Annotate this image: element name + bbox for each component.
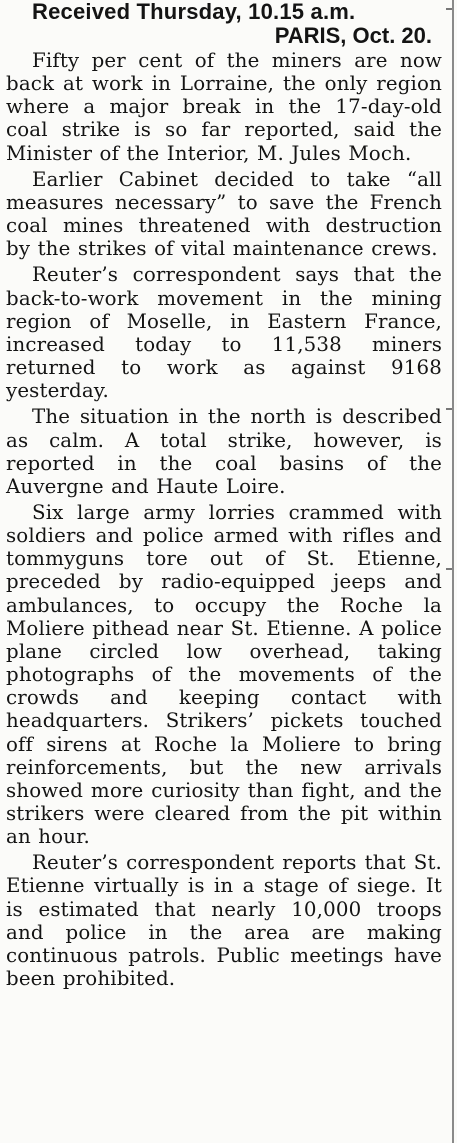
article-paragraph: The situation in the north is described as calm. A total strike, however, is reported in the coal basins of the Auvergne and Haute Loire. xyxy=(6,405,442,498)
article-paragraph: Reuter’s correspondent reports that St. Etienne virtually is in a stage of siege. It is estimated that nearly 10,000 troops and police in the area are making continuous patrols. Public meetings have been prohibited. xyxy=(6,851,442,991)
article-column xyxy=(6,0,442,990)
column-edge-tick xyxy=(446,408,452,410)
article-paragraph: Six large army lorries crammed with soldiers and police armed with rifles and tommyguns tore out of St. Etienne, preceded by radio-equipped jeeps and ambulances, to occupy the Roche la Moliere pithead near St. Etienne. A police plane circled low overhead, taking photographs of the movements of the crowds and keeping contact with headquarters. Strikers’ pickets touched off sirens at Roche la Moliere to bring reinforcements, but the new arrivals showed more curiosity than fight, and the strikers were cleared from the pit within an hour. xyxy=(6,500,442,849)
column-edge-tick xyxy=(446,568,452,570)
dateline-place: PARIS, Oct. 20. xyxy=(274,23,432,48)
column-edge-rule xyxy=(452,0,454,1143)
column-edge-tick xyxy=(446,8,452,10)
article-paragraph: Reuter’s correspondent says that the back-to-work movement in the mining region of Moselle, in Eastern France, increased today to 11,538 miners returned to work as against 9168 yesterday. xyxy=(6,263,442,403)
article-paragraph: Earlier Cabinet decided to take “all measures necessary” to save the French coal mines threatened with destruction by the strikes of vital maintenance crews. xyxy=(6,167,442,261)
dateline-received: Received Thursday, 10.15 a.m. xyxy=(32,0,356,24)
article-paragraph: Fifty per cent of the miners are now back at work in Lorraine, the only region where a major break in the 17-day-old coal strike is so far reported, said the Minister of the Interior, M. Jules Moch. xyxy=(6,49,442,165)
